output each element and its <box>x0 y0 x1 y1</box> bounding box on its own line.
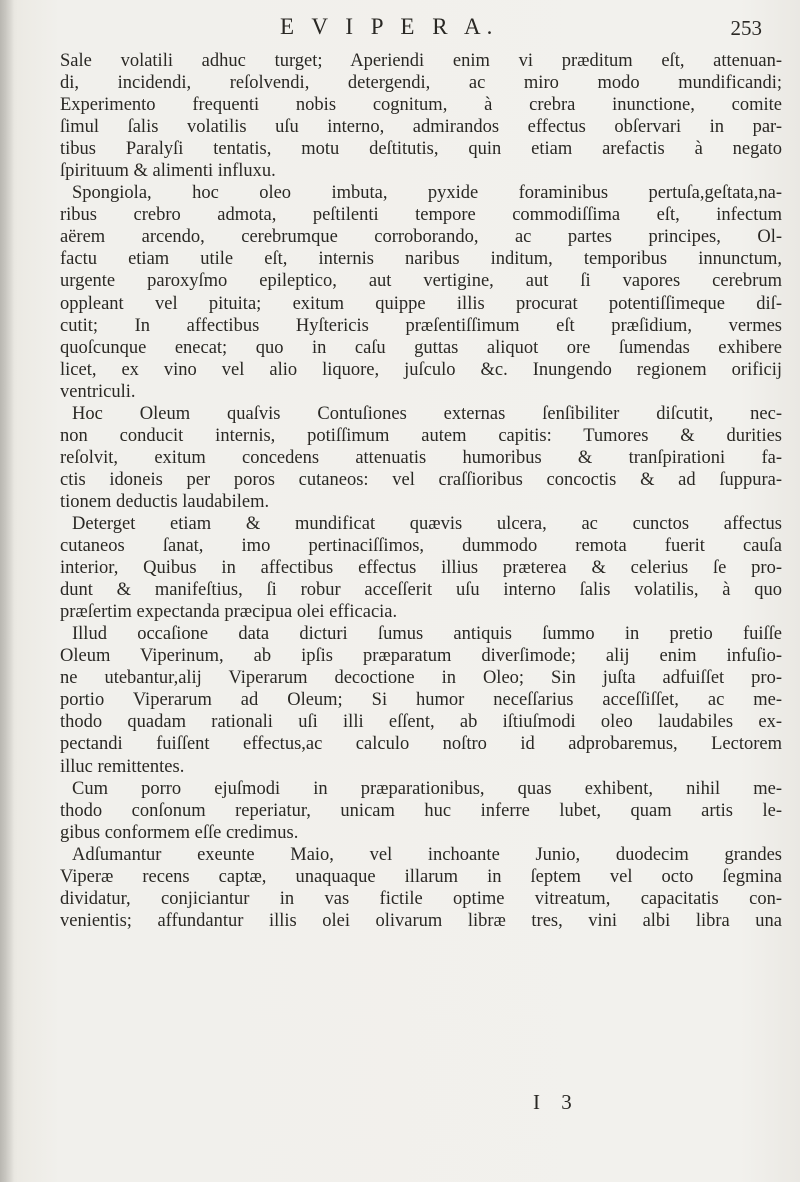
text-line: Viperæ recens captæ, unaquaque illarum in ſeptem vel octo ſegmina <box>60 866 782 887</box>
text-line: reſolvit, exitum concedens attenuatis humoribus & tranſpirationi fa- <box>60 447 782 468</box>
text-line: non conducit internis, potiſſimum autem capitis: Tumores & durities <box>60 425 782 446</box>
page-header <box>0 14 800 48</box>
text-line: dividatur, conjiciantur in vas fictile optime vitreatum, capacitatis con- <box>60 888 782 909</box>
text-line: ſpirituum & alimenti influxu. <box>60 161 276 182</box>
text-line: præſertim expectanda præcipua olei efficacia. <box>60 602 398 623</box>
signature-mark: I 3 <box>533 1090 580 1114</box>
text-line: factu etiam utile eſt, internis naribus inditum, temporibus innunctum, <box>60 249 782 270</box>
text-line: venientis; affundantur illis olei olivarum libræ tres, vini albi libra una <box>60 910 782 931</box>
text-line: Hoc Oleum quaſvis Contuſiones externas ſenſibiliter diſcutit, nec- <box>72 403 782 424</box>
text-line: Spongiola, hoc oleo imbuta, pyxide foraminibus pertuſa,geſtata,na- <box>72 183 782 204</box>
text-line: cutaneos ſanat, imo pertinaciſſimos, dummodo remota fuerit cauſa <box>60 536 782 557</box>
text-line: Illud occaſione data dicturi ſumus antiquis ſummo in pretio fuiſſe <box>72 624 782 645</box>
text-line: quoſcunque enecat; quo in caſu guttas aliquot ore ſumendas exhibere <box>60 337 782 358</box>
text-line: cutit; In affectibus Hyſtericis præſentiſſimum eſt præſidium, vermes <box>60 315 782 336</box>
running-head: E V I P E R A. <box>280 14 499 39</box>
text-line: tionem deductis laudabilem. <box>60 491 270 512</box>
text-line: Cum porro ejuſmodi in præparationibus, quas exhibent, nihil me- <box>72 778 782 799</box>
body-text <box>60 50 782 932</box>
text-line: di, incidendi, reſolvendi, detergendi, ac miro modo mundificandi; <box>60 73 782 94</box>
text-line: pectandi fuiſſent effectus,ac calculo noſtro id adprobaremus, Lectorem <box>60 734 782 755</box>
text-line: ne utebantur,alij Viperarum decoctione in Oleo; Sin juſta adfuiſſet pro- <box>60 668 782 689</box>
text-line: Adſumantur exeunte Maio, vel inchoante Junio, duodecim grandes <box>72 844 782 865</box>
text-line: dunt & manifeſtius, ſi robur acceſſerit uſu interno ſalis volatilis, à quo <box>60 580 782 601</box>
text-line: tibus Paralyſi tentatis, motu deſtitutis, quin etiam arefactis à negato <box>60 139 782 160</box>
text-line: Sale volatili adhuc turget; Aperiendi enim vi præditum eſt, attenuan- <box>60 51 782 71</box>
text-line: ribus crebro admota, peſtilenti tempore commodiſſima eſt, infectum <box>60 205 782 226</box>
text-line: portio Viperarum ad Oleum; Si humor neceſſarius acceſſiſſet, ac me- <box>60 690 782 711</box>
page-gutter-shadow <box>0 0 14 1182</box>
page-number: 253 <box>730 16 762 40</box>
text-line: ctis idoneis per poros cutaneos: vel craſſioribus concoctis & ad ſuppura- <box>60 469 782 490</box>
text-line: gibus conformem eſſe credimus. <box>60 822 299 843</box>
text-line: Oleum Viperinum, ab ipſis præparatum diverſimode; alij enim infuſio- <box>60 646 782 667</box>
text-line: Experimento frequenti nobis cognitum, à crebra inunctione, comite <box>60 95 782 116</box>
text-line: oppleant vel pituita; exitum quippe illis procurat potentiſſimeque diſ- <box>60 293 782 314</box>
text-line: aërem arcendo, cerebrumque corroborando, ac partes principes, Ol- <box>60 227 782 248</box>
text-line: Deterget etiam & mundificat quævis ulcera, ac cunctos affectus <box>72 513 782 534</box>
text-line: urgente paroxyſmo epileptico, aut vertigine, aut ſi vapores cerebrum <box>60 271 782 292</box>
text-line: ventriculi. <box>60 381 136 402</box>
text-line: thodo quadam rationali uſi illi eſſent, ab iſtiuſmodi oleo laudabiles ex- <box>60 712 782 733</box>
text-line: illuc remittentes. <box>60 756 185 777</box>
text-line: thodo conſonum reperiatur, unicam huc inferre lubet, quam artis le- <box>60 800 782 821</box>
text-line: licet, ex vino vel alio liquore, juſculo &c. Inungendo regionem orificij <box>60 359 782 380</box>
text-line: ſimul ſalis volatilis uſu interno, admirandos effectus obſervari in par- <box>60 117 782 138</box>
text-line: interior, Quibus in affectibus effectus illius præterea & celerius ſe pro- <box>60 558 782 579</box>
